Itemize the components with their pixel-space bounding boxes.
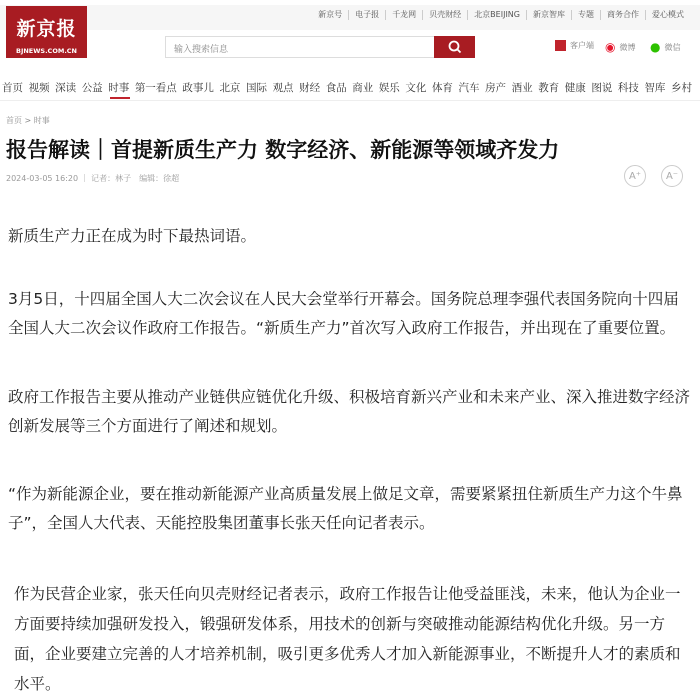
nav-item[interactable]: 智库 bbox=[644, 82, 666, 94]
top-link[interactable]: 爱心模式 bbox=[645, 10, 690, 20]
client-link[interactable] bbox=[555, 40, 594, 51]
nav-item[interactable]: 酒业 bbox=[511, 82, 533, 94]
top-link[interactable]: 北京BEIJING bbox=[467, 10, 526, 20]
breadcrumb-home[interactable]: 首页 bbox=[6, 116, 22, 125]
nav-item[interactable]: 财经 bbox=[299, 82, 321, 94]
nav-item[interactable]: 食品 bbox=[325, 82, 347, 94]
wechat-icon: ● bbox=[650, 40, 661, 54]
nav-item[interactable]: 公益 bbox=[81, 82, 103, 94]
search-input[interactable]: 输入搜索信息 bbox=[165, 36, 435, 58]
nav-item[interactable]: 健康 bbox=[564, 82, 586, 94]
logo-text: 新京报 bbox=[16, 18, 77, 40]
app-icon bbox=[555, 40, 566, 51]
nav-item[interactable]: 乡村 bbox=[671, 82, 692, 94]
logo-domain: BJNEWS.COM.CN bbox=[15, 47, 78, 55]
top-link[interactable]: 新京智库 bbox=[526, 10, 571, 20]
weibo-link[interactable] bbox=[605, 40, 635, 54]
nav-item[interactable]: 第一看点 bbox=[134, 82, 177, 94]
weibo-label: 微博 bbox=[619, 42, 636, 52]
top-link[interactable]: 贝壳财经 bbox=[422, 10, 467, 20]
article-title: 报告解读｜首提新质生产力 数字经济、新能源等领域齐发力 bbox=[6, 138, 560, 162]
client-label: 客户端 bbox=[570, 41, 594, 50]
nav-item[interactable]: 房产 bbox=[485, 82, 507, 94]
nav-active-indicator bbox=[110, 97, 130, 99]
font-decrease-button[interactable]: A⁻ bbox=[661, 165, 683, 187]
paragraph: 作为民营企业家，张天任向贝壳财经记者表示，政府工作报告让他受益匪浅，未来，他认为企业一方面要持续加强研发投入，锻强研发体系，用技术的创新与突破推动能源结构优化升级。另一方面，企业要建立完善的人才培养机制，吸引更多优秀人才加入新能源事业，不断提升人才的素质和水平。 bbox=[14, 585, 681, 693]
nav-item[interactable]: 文化 bbox=[405, 82, 427, 94]
breadcrumb-current[interactable]: 时事 bbox=[33, 116, 50, 125]
divider bbox=[0, 100, 700, 101]
nav-item[interactable]: 北京 bbox=[219, 82, 241, 94]
nav-item[interactable]: 汽车 bbox=[458, 82, 480, 94]
search-icon bbox=[448, 40, 462, 54]
search-button[interactable] bbox=[434, 36, 475, 58]
paragraph: 3月5日，十四届全国人大二次会议在人民大会堂举行开幕会。国务院总理李强代表国务院向十四届全国人大二次会议作政府工作报告。“新质生产力”首次写入政府工作报告，并出现在了重要位置。 bbox=[8, 290, 679, 337]
breadcrumb-sep: > bbox=[24, 116, 32, 125]
nav-item[interactable]: 图说 bbox=[591, 82, 613, 94]
wechat-label: 微信 bbox=[664, 42, 681, 52]
article-meta: 2024-03-05 16:20 ｜ 记者：林子 编辑：徐超 bbox=[6, 174, 180, 183]
nav-item[interactable]: 商业 bbox=[352, 82, 374, 94]
top-link[interactable]: 专题 bbox=[571, 10, 600, 20]
paragraph: 新质生产力正在成为时下最热词语。 bbox=[8, 227, 257, 245]
top-link[interactable]: 千龙网 bbox=[385, 10, 422, 20]
paragraph: “作为新能源企业，要在推动新能源产业高质量发展上做足文章，需要紧紧扭住新质生产力这个牛鼻子”，全国人大代表、天能控股集团董事长张天任向记者表示。 bbox=[8, 485, 683, 532]
top-link[interactable]: 电子报 bbox=[348, 10, 385, 20]
logo[interactable] bbox=[6, 6, 87, 58]
nav-item[interactable]: 观点 bbox=[272, 82, 294, 94]
breadcrumb bbox=[6, 115, 50, 126]
top-link[interactable]: 新京号 bbox=[318, 10, 343, 19]
nav-item[interactable]: 教育 bbox=[538, 82, 560, 94]
top-link[interactable]: 商务合作 bbox=[600, 10, 645, 20]
nav-item[interactable]: 时事 bbox=[108, 82, 130, 94]
top-links bbox=[312, 10, 690, 20]
font-increase-button[interactable]: A⁺ bbox=[624, 165, 646, 187]
nav-item[interactable]: 娱乐 bbox=[378, 82, 400, 94]
main-nav bbox=[2, 80, 692, 95]
nav-item[interactable]: 深读 bbox=[55, 82, 77, 94]
nav-item[interactable]: 政事儿 bbox=[182, 82, 214, 94]
wechat-link[interactable] bbox=[650, 40, 680, 54]
nav-item[interactable]: 视频 bbox=[28, 82, 50, 94]
nav-item[interactable]: 首页 bbox=[2, 82, 23, 94]
nav-item[interactable]: 科技 bbox=[617, 82, 639, 94]
nav-item[interactable]: 体育 bbox=[431, 82, 453, 94]
nav-item[interactable]: 国际 bbox=[246, 82, 267, 94]
paragraph: 政府工作报告主要从推动产业链供应链优化升级、积极培育新兴产业和未来产业、深入推进数字经济创新发展等三个方面进行了阐述和规划。 bbox=[8, 388, 691, 435]
weibo-icon: ◉ bbox=[605, 40, 616, 54]
